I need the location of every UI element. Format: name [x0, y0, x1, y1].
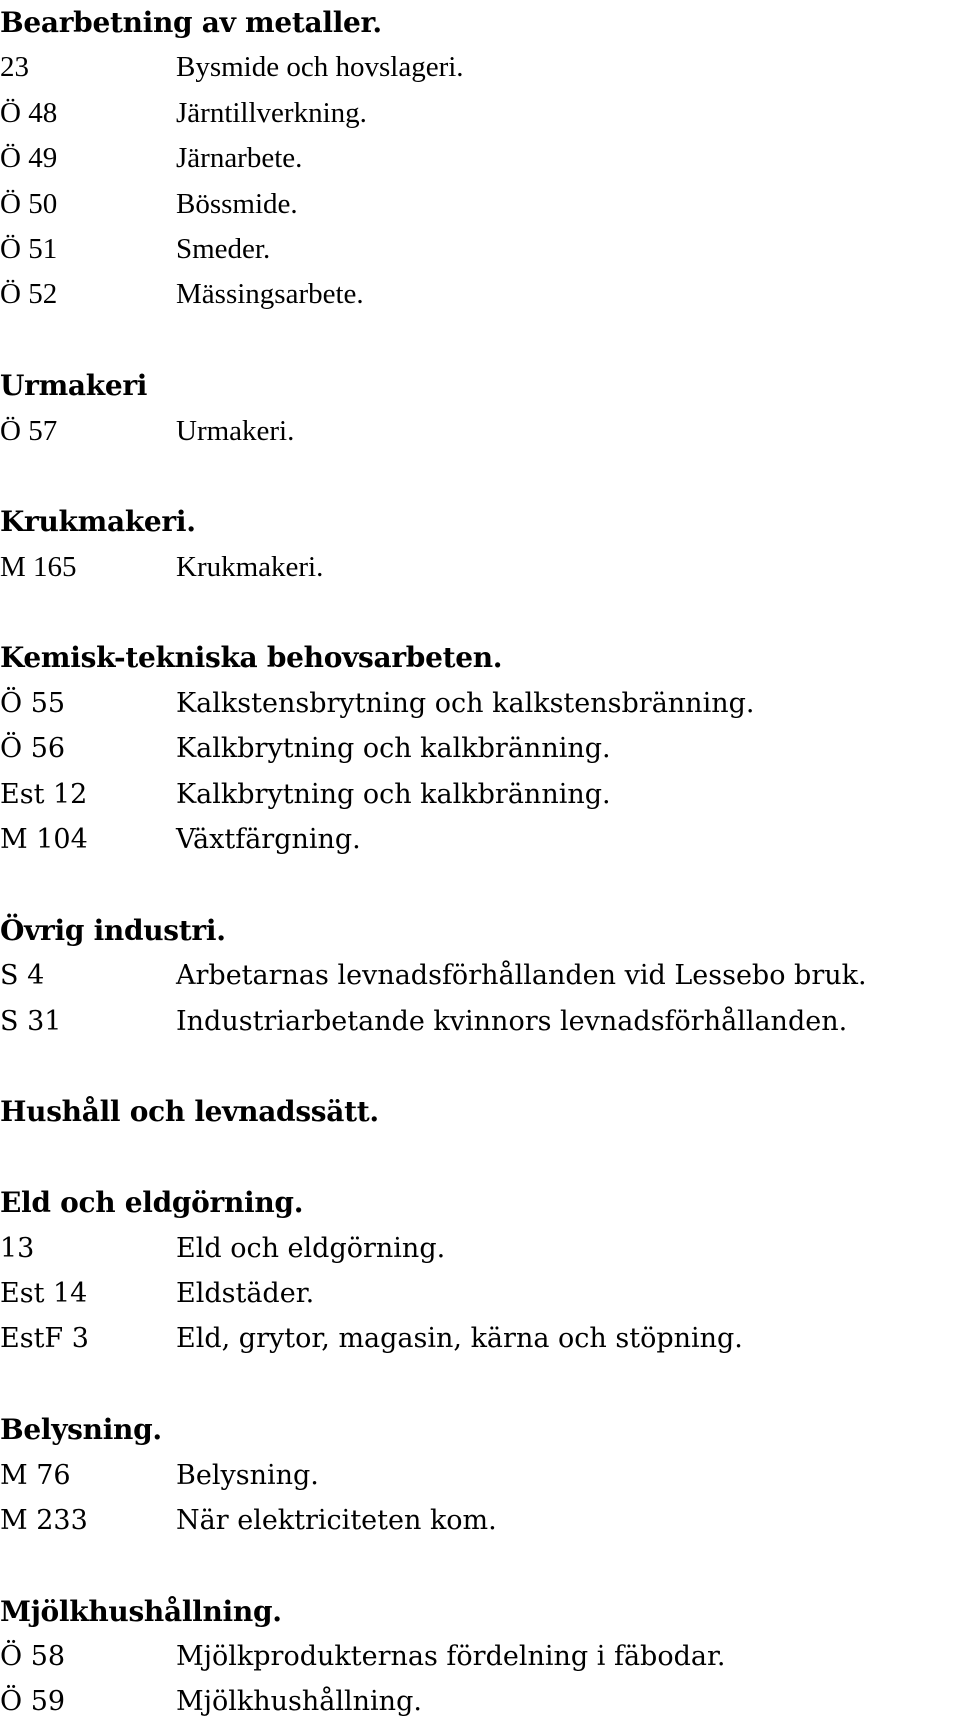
list-item — [0, 726, 960, 771]
entry-code: Ö 52 — [0, 278, 58, 311]
section-spacer — [0, 1362, 960, 1407]
list-item — [0, 136, 960, 181]
entry-title: Järnarbete. — [176, 142, 303, 175]
section-heading: Mjölkhushållning. — [0, 1594, 282, 1628]
list-item — [0, 681, 960, 726]
list-item — [0, 1679, 960, 1724]
entry-title: Växtfärgning. — [176, 824, 361, 856]
entry-title: Kalkbrytning och kalkbränning. — [176, 778, 611, 810]
section-spacer — [0, 1135, 960, 1180]
entry-title: Industriarbetande kvinnors levnadsförhållanden. — [176, 1005, 848, 1037]
section-spacer — [0, 1044, 960, 1089]
section-spacer — [0, 1543, 960, 1588]
entry-title: Arbetarnas levnadsförhållanden vid Lessebo bruk. — [176, 960, 867, 992]
section-heading: Eld och eldgörning. — [0, 1186, 304, 1220]
list-item — [0, 1634, 960, 1679]
entry-title: Bysmide och hovslageri. — [176, 51, 464, 84]
section-spacer — [0, 862, 960, 907]
section-heading: Urmakeri — [0, 369, 148, 403]
section-heading: Belysning. — [0, 1413, 162, 1447]
section-spacer — [0, 454, 960, 499]
section-heading: Hushåll och levnadssätt. — [0, 1095, 379, 1129]
list-item — [0, 1498, 960, 1543]
entry-code: Ö 57 — [0, 414, 58, 447]
entry-code: Ö 58 — [0, 1641, 66, 1673]
entry-code: Est 12 — [0, 778, 88, 810]
entry-title: När elektriciteten kom. — [176, 1504, 497, 1536]
entry-title: Smeder. — [176, 232, 271, 265]
list-item — [0, 409, 960, 454]
entry-code: Ö 59 — [0, 1686, 66, 1718]
list-item — [0, 999, 960, 1044]
entry-title: Mjölkhushållning. — [176, 1686, 422, 1718]
entry-title: Mässingsarbete. — [176, 278, 364, 311]
entry-title: Kalkstensbrytning och kalkstensbränning. — [176, 687, 755, 719]
list-item — [0, 953, 960, 998]
list-item — [0, 1453, 960, 1498]
entry-code: M 76 — [0, 1459, 71, 1491]
entry-code: S 31 — [0, 1005, 62, 1037]
section-heading: Krukmakeri. — [0, 505, 196, 539]
list-item — [0, 772, 960, 817]
entry-title: Urmakeri. — [176, 414, 295, 447]
entry-code: Ö 55 — [0, 687, 66, 719]
list-item — [0, 227, 960, 272]
section-spacer — [0, 318, 960, 363]
entry-title: Järntillverkning. — [176, 96, 367, 129]
entry-code: M 165 — [0, 550, 77, 583]
entry-code: Ö 50 — [0, 187, 58, 220]
section-spacer — [0, 590, 960, 635]
entry-title: Eld och eldgörning. — [176, 1232, 446, 1264]
entry-code: Ö 56 — [0, 733, 66, 765]
entry-code: S 4 — [0, 960, 45, 992]
entry-code: EstF 3 — [0, 1323, 89, 1355]
list-item — [0, 182, 960, 227]
entry-title: Belysning. — [176, 1459, 319, 1491]
entry-title: Krukmakeri. — [176, 550, 324, 583]
entry-title: Bössmide. — [176, 187, 298, 220]
entry-code: Ö 51 — [0, 232, 58, 265]
entry-code: 13 — [0, 1232, 35, 1264]
entry-title: Kalkbrytning och kalkbränning. — [176, 733, 611, 765]
list-item — [0, 1316, 960, 1361]
section-heading: Övrig industri. — [0, 913, 226, 947]
section-heading: Kemisk-tekniska behovsarbeten. — [0, 641, 503, 675]
entry-title: Mjölkprodukternas fördelning i fäbodar. — [176, 1641, 726, 1673]
list-item — [0, 1226, 960, 1271]
entry-code: M 104 — [0, 824, 88, 856]
section-heading: Bearbetning av metaller. — [0, 6, 382, 39]
entry-code: M 233 — [0, 1504, 88, 1536]
list-item — [0, 545, 960, 590]
list-item — [0, 91, 960, 136]
list-item — [0, 817, 960, 862]
list-item — [0, 272, 960, 317]
entry-title: Eldstäder. — [176, 1277, 315, 1309]
entry-code: Est 14 — [0, 1277, 88, 1309]
entry-title: Eld, grytor, magasin, kärna och stöpning. — [176, 1323, 743, 1355]
entry-code: Ö 48 — [0, 96, 58, 129]
entry-code: Ö 49 — [0, 142, 58, 175]
entry-code: 23 — [0, 51, 29, 84]
list-item — [0, 45, 960, 90]
list-item — [0, 1271, 960, 1316]
